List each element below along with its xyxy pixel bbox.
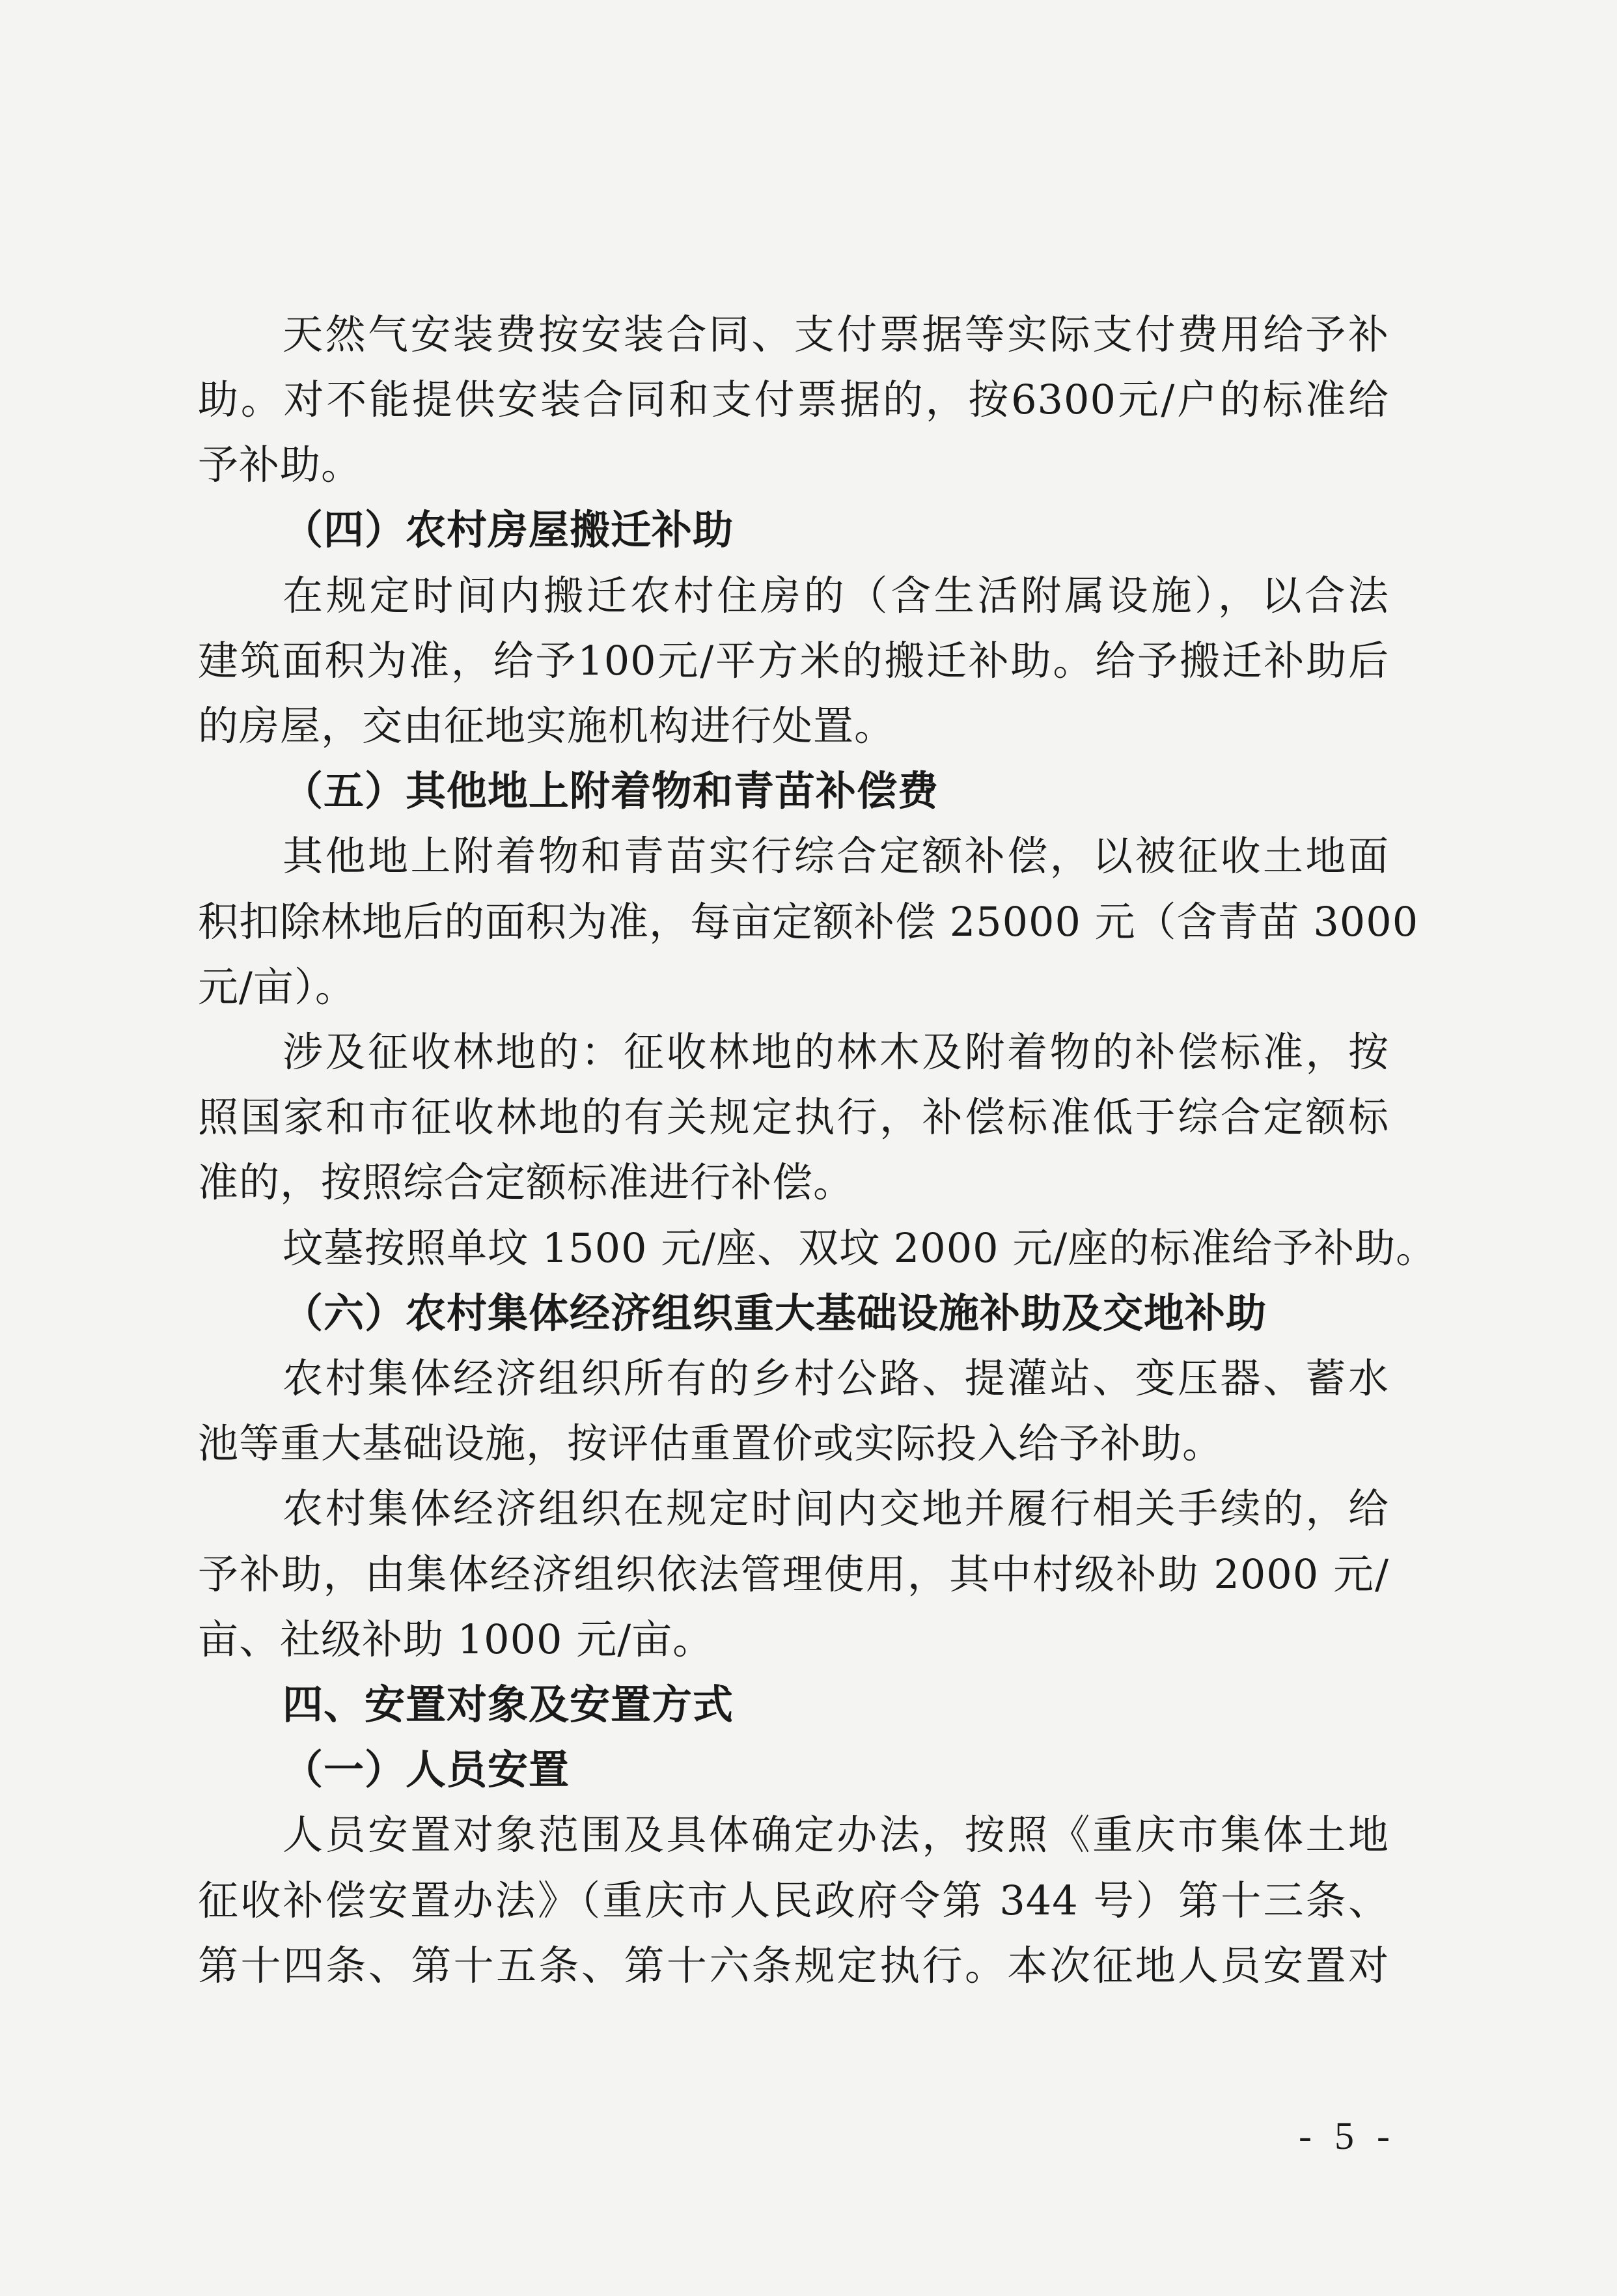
paragraph-line: 积扣除林地后的面积为准，每亩定额补偿 25000 元（含青苗 3000 bbox=[198, 898, 1419, 945]
paragraph-line: 在规定时间内搬迁农村住房的（含生活附属设施），以合法 bbox=[283, 572, 1389, 619]
paragraph-line: 予补助，由集体经济组织依法管理使用，其中村级补助 2000 元/ bbox=[198, 1550, 1389, 1598]
paragraph-line: 天然气安装费按安装合同、支付票据等实际支付费用给予补 bbox=[283, 311, 1389, 358]
paragraph-line: 建筑面积为准，给予100元/平方米的搬迁补助。给予搬迁补助后 bbox=[198, 637, 1389, 684]
paragraph-line: 照国家和市征收林地的有关规定执行，补偿标准低于综合定额标 bbox=[198, 1093, 1389, 1141]
paragraph-line: 元/亩）。 bbox=[198, 963, 356, 1011]
paragraph-line: 亩、社级补助 1000 元/亩。 bbox=[198, 1616, 714, 1663]
paragraph-line: 助。对不能提供安装合同和支付票据的，按6300元/户的标准给 bbox=[198, 376, 1389, 423]
page-number: - 5 - bbox=[1299, 2114, 1396, 2157]
section-heading: （六）农村集体经济组织重大基础设施补助及交地补助 bbox=[283, 1289, 1267, 1337]
paragraph-line: 坟墓按照单坟 1500 元/座、双坟 2000 元/座的标准给予补助。 bbox=[283, 1224, 1437, 1272]
paragraph-line: 予补助。 bbox=[198, 441, 363, 488]
paragraph-line: 征收补偿安置办法》（重庆市人民政府令第 344 号）第十三条、 bbox=[198, 1877, 1389, 1924]
paragraph-line: 人员安置对象范围及具体确定办法，按照《重庆市集体土地 bbox=[283, 1811, 1389, 1858]
section-heading: （一）人员安置 bbox=[283, 1746, 570, 1793]
paragraph-line: 的房屋，交由征地实施机构进行处置。 bbox=[198, 702, 896, 749]
paragraph-line: 池等重大基础设施，按评估重置价或实际投入给予补助。 bbox=[198, 1420, 1224, 1467]
paragraph-line: 农村集体经济组织所有的乡村公路、提灌站、变压器、蓄水 bbox=[283, 1354, 1389, 1402]
paragraph-line: 其他地上附着物和青苗实行综合定额补偿，以被征收土地面 bbox=[283, 832, 1389, 880]
section-heading: （五）其他地上附着物和青苗补偿费 bbox=[283, 767, 939, 815]
chapter-heading: 四、安置对象及安置方式 bbox=[283, 1681, 734, 1728]
paragraph-line: 涉及征收林地的：征收林地的林木及附着物的补偿标准，按 bbox=[283, 1028, 1389, 1076]
paragraph-line: 农村集体经济组织在规定时间内交地并履行相关手续的，给 bbox=[283, 1485, 1389, 1532]
paragraph-line: 准的，按照综合定额标准进行补偿。 bbox=[198, 1158, 855, 1206]
paragraph-line: 第十四条、第十五条、第十六条规定执行。本次征地人员安置对 bbox=[198, 1942, 1389, 1989]
section-heading: （四）农村房屋搬迁补助 bbox=[283, 506, 734, 553]
